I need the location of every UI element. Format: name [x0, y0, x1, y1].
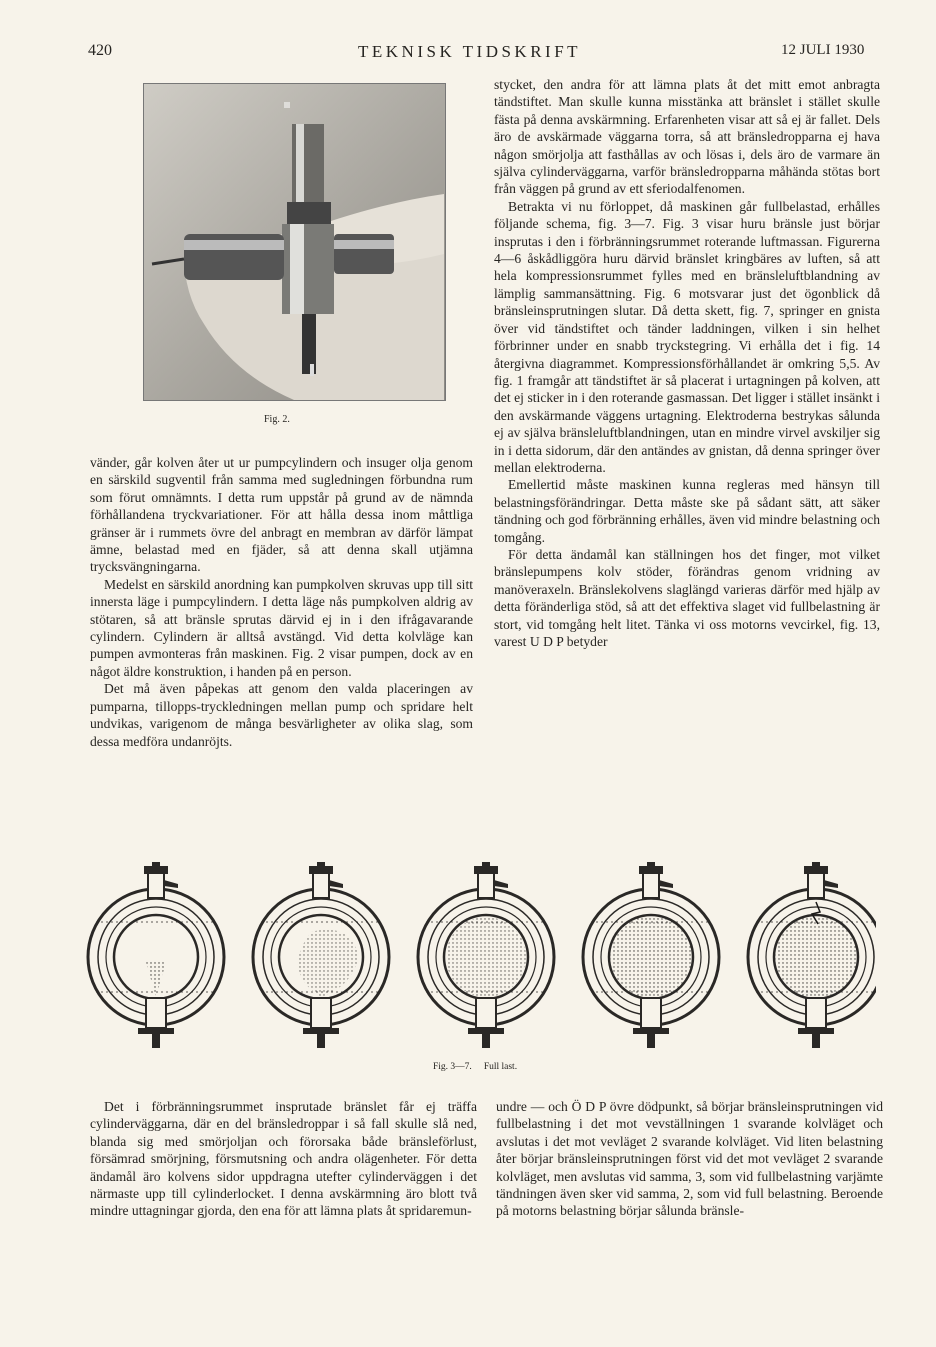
paragraph: För detta ändamål kan ställningen hos det finger, mot vilket bränslepumpens kolv stöder, förändras genom vridning av manöveraxeln. Bränslekolvens slaglängd varieras därför med hjälp av detta föränderliga stöd, så att det effektiva slaget vid fullbelastning är stort, vid tomgång helt litet. Tänka vi oss motorns vevcirkel, fig. 13, varest U D P betyder	[494, 546, 880, 649]
fig2-caption: Fig. 2.	[264, 414, 290, 425]
fig7-engine-section	[748, 862, 876, 1048]
column-3-text	[90, 1098, 477, 1220]
fig3-7-subtitle: Full last.	[483, 1062, 518, 1072]
column-2-text	[494, 76, 880, 650]
column-4-text	[496, 1098, 883, 1220]
paragraph: Betrakta vi nu förloppet, då maskinen går fullbelastad, erhålles följande schema, fig. 3—7. Fig. 3 visar huru bränsle just börjar insprutas i den i förbränningsrummet roterande luftmassan. Figurerna 4—6 åskådliggöra huru därvid bränslet kringbäres av luften, så att hela kompressionsrummet fylles med en bränsleluftblandning av lämplig sammansättning. Fig. 6 motsvarar just det ögonblick då bränsleinsprutningen slutar. Då detta skett, fig. 7, springer en gnista över vid tändstiftet och tänder laddningen, vilken i sin helhet förbrinner under en snabb tryckstegring. Vi erhålla det i fig. 14 återgivna diagrammet. Kompressionsförhållandet är omkring 5,5. Av fig. 1 framgår att tändstiftet är så placerat i urtagningen på kolven, att det ej sticker in i den roterande gasmassan. Det ligger i stället insänkt i den avskärmande väggens urtagning. Elektroderna bestrykas sålunda ej av själva bränsleluftblandningen, utan en mindre virvel avskiljer sig in i detta sidorum, där den antändes av gnistan, då denna springer över mellan elektroderna.	[494, 198, 880, 475]
fig3-7-combustion-diagrams	[86, 862, 876, 1052]
fig3-engine-section	[88, 862, 224, 1048]
issue-date: 12 JULI 1930	[781, 42, 865, 58]
fig2-photo-fuel-pump	[143, 83, 446, 401]
fig5-engine-section	[418, 862, 554, 1048]
fig3-7-caption	[433, 1062, 529, 1072]
paragraph: Det må även påpekas att genom den valda placeringen av pumparna, tillopps-tryckledningen mellan pump och spridare helt undvikas, varigenom de många besvärligheter av olika slag, som dessa medföra undanröjts.	[90, 681, 473, 749]
paragraph: Det i förbränningsrummet insprutade bränslet får ej träffa cylinderväggarna, där en del bränsledroppar i så fall skulle slå ned, blanda sig med smörjoljan och förorsaka både bränsleförlust, försämrad smörjning, försmutsning och andra olägenheter. För detta ändamål äro kolvens sidor uppdragna utefter cylinderväggen i det närmaste upp till cylinderlocket. I denna avskärmning äro blott två mindre uttagningar gjorda, den ena för att lämna plats åt spridaremun-	[90, 1099, 477, 1219]
column-1-text	[90, 454, 473, 750]
fig3-7-label: Fig. 3—7.	[433, 1062, 472, 1072]
fig6-engine-section	[583, 862, 719, 1048]
paragraph: Medelst en särskild anordning kan pumpkolven skruvas upp till sitt innersta läge i pumpcylindern. I detta läge nås pumpkolven aldrig av stötaren, så att bränsle sprutas därvid ej in i den ifrågavarande cylindern. Cylindern är alltså avstängd. Vid detta kolvläge kan pumpen avmonteras från maskinen. Fig. 2 visar pumpen, dock av en något äldre konstruktion, i handen på en person.	[90, 576, 473, 679]
paragraph: vänder, går kolven åter ut ur pumpcylindern och insuger olja genom en särskild sugventil från samma med sugledningen förbundna rum som förut omnämnts. I detta rum uppstår på grund av de nämnda förhållandena tryckvariationer. För att hålla dessa inom måttliga gränser är i rummets övre del anbragt en membran av därför lämpat ämne, belastad med en fjäder, så att denna skall utjämna trycksvängningarna.	[90, 455, 473, 575]
page-number: 420	[88, 42, 112, 59]
fig4-engine-section	[253, 862, 389, 1048]
paragraph: Emellertid måste maskinen kunna regleras med hänsyn till belastningsförändringar. Detta måste ske på sådant sätt, att säker tändning och god förbränning erhålles, även vid mindre belastning och tomgång.	[494, 477, 880, 545]
journal-title: TEKNISK TIDSKRIFT	[358, 42, 582, 61]
paragraph: stycket, den andra för att lämna plats åt det mitt emot anbragta tändstiftet. Man skulle kunna misstänka att bränslet i stället skulle fästa på denna avskärmning. Erfarenheten visar att så ej är fallet. Dels äro de avskärmade väggarna torra, så att bränsledropparna ej hava någon smörjolja att fasthållas av och lösas i, dels äro de varmare än själva cylinderväggarna, varför bränsledropparna måhända stötas bort från väggen på grund av ett sferiodalfenomen.	[494, 77, 880, 197]
paragraph: undre — och Ö D P övre dödpunkt, så börjar bränsleinsprutningen vid fullbelastning i det mot vevställningen 1 svarande kolvläget och avslutas i det mot vevläget 2 svarande kolvläget. Vid liten belastning åter börjar bränsleinsprutningen först vid det mot vevläget 2 svarande kolvläget, men avslutas vid samma, 3, som vid fullbelastning varjämte tändningen även sker vid samma, 2, som vid full belastning. Beroende på motorns belastning börjar sålunda bränsle-	[496, 1099, 883, 1219]
